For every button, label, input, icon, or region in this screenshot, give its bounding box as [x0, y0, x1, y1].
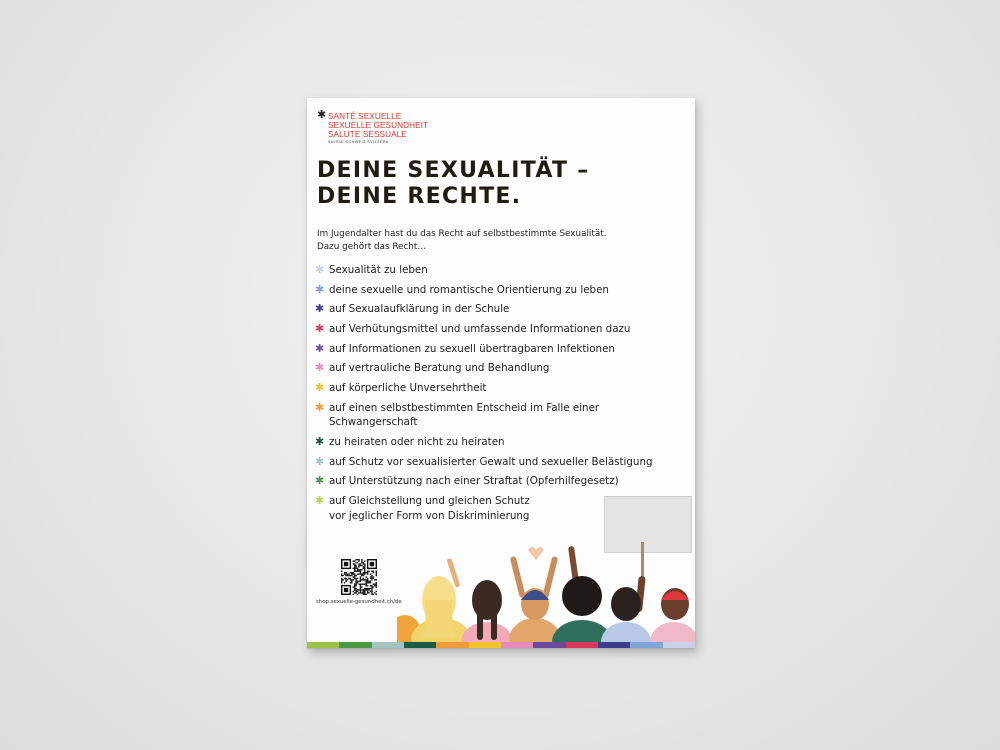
logo-line-fr: SANTÉ SEXUELLE — [328, 112, 402, 121]
star-icon: ✱ — [315, 302, 325, 316]
stripe-segment — [372, 642, 404, 648]
headline-line-2: DEINE RECHTE. — [317, 184, 522, 209]
stripe-segment — [501, 642, 533, 648]
sign-stick — [641, 542, 644, 582]
right-item — [315, 361, 685, 376]
stripe-segment — [663, 642, 695, 648]
star-icon: ✱ — [315, 474, 325, 488]
right-item — [315, 381, 685, 396]
star-icon: ✱ — [315, 435, 325, 448]
right-text-line-2: Schwangerschaft — [329, 416, 418, 429]
headline-line-1: DEINE SEXUALITÄT – — [317, 158, 590, 183]
logo-star-icon: ✱ — [317, 108, 327, 121]
shop-link[interactable]: shop.sexuelle-gesundheit.ch/de — [316, 599, 402, 605]
crowd-person-cap — [650, 622, 695, 643]
star-icon: ✱ — [315, 263, 325, 276]
color-stripe — [307, 642, 695, 648]
logo-line-de: SEXUELLE GESUNDHEIT — [328, 121, 429, 130]
rights-list — [315, 263, 685, 528]
right-text: auf einen selbstbestimmten Entscheid im Falle einer — [329, 401, 600, 414]
right-text: auf körperliche Unversehrtheit — [329, 382, 487, 395]
right-text: auf Unterstützung nach einer Straftat (Opferhilfegesetz) — [329, 475, 619, 488]
star-icon: ✱ — [315, 454, 325, 468]
qr-code[interactable] — [341, 559, 377, 595]
right-text: zu heiraten oder nicht zu heiraten — [329, 436, 505, 448]
right-text: auf Informationen zu sexuell übertragbaren Infektionen — [329, 342, 615, 355]
right-item — [315, 342, 685, 357]
stripe-segment — [630, 642, 662, 648]
stripe-segment — [533, 642, 565, 648]
right-item — [315, 322, 685, 337]
poster — [307, 98, 695, 648]
crowd-person-braids — [461, 622, 513, 643]
intro-line-2: Dazu gehört das Recht… — [317, 242, 427, 252]
headline — [317, 158, 647, 210]
right-text: auf vertrauliche Beratung und Behandlung — [329, 362, 550, 375]
star-icon: ✱ — [315, 282, 325, 296]
right-text: auf Verhütungsmittel und umfassende Informationen dazu — [329, 323, 631, 336]
right-item — [315, 263, 685, 278]
right-text: auf Sexualaufklärung in der Schule — [329, 303, 510, 316]
stripe-segment — [566, 642, 598, 648]
stripe-segment — [339, 642, 371, 648]
crowd-person-bob — [601, 622, 651, 643]
crowd-illustration — [397, 538, 695, 643]
stripe-segment — [404, 642, 436, 648]
stripe-segment — [436, 642, 468, 648]
logo-countries: SUISSE SCHWEIZ SVIZZERA — [328, 140, 389, 144]
star-icon: ✱ — [315, 494, 325, 508]
star-icon: ✱ — [315, 381, 325, 395]
star-icon: ✱ — [315, 322, 325, 336]
stripe-segment — [307, 642, 339, 648]
intro-line-1: Im Jugendalter hast du das Recht auf selbstbestimmte Sexualität. — [317, 229, 607, 239]
right-text: Sexualität zu leben — [329, 264, 428, 276]
star-icon: ✱ — [315, 341, 325, 355]
right-item — [315, 474, 685, 489]
right-item — [315, 455, 685, 470]
right-text: auf Schutz vor sexualisierter Gewalt und sexueller Belästigung — [329, 455, 653, 468]
star-icon: ✱ — [315, 400, 325, 414]
stripe-segment — [469, 642, 501, 648]
star-icon: ✱ — [315, 361, 325, 375]
right-text: deine sexuelle und romantische Orientierung zu leben — [329, 283, 609, 296]
right-text: auf Gleichstellung und gleichen Schutz — [329, 495, 530, 508]
right-item — [315, 401, 685, 430]
right-item — [315, 435, 685, 450]
right-text-line-2: vor jeglicher Form von Diskriminierung — [329, 509, 530, 522]
logo-line-it: SALUTE SESSUALE — [328, 130, 407, 139]
stripe-segment — [598, 642, 630, 648]
right-item — [315, 283, 685, 298]
intro-text — [317, 228, 657, 254]
qr-code-icon — [341, 559, 377, 595]
right-item — [315, 302, 685, 317]
